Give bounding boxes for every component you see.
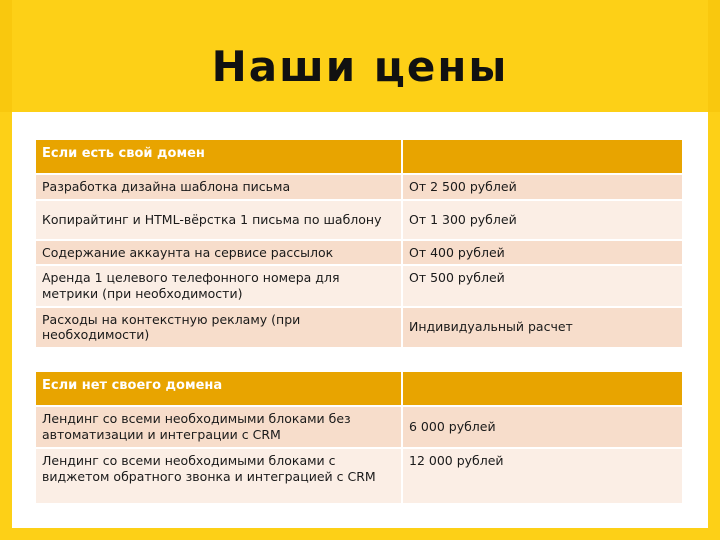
right-border xyxy=(708,112,720,540)
service-cell: Расходы на контекстную рекламу (при необходимости) xyxy=(36,307,402,348)
left-border xyxy=(0,112,12,540)
header-band xyxy=(0,0,720,112)
table-row xyxy=(36,406,682,448)
price-cell: Индивидуальный расчет xyxy=(402,307,682,348)
price-cell: От 2 500 рублей xyxy=(402,174,682,200)
price-cell: От 1 300 рублей xyxy=(402,200,682,240)
table-row xyxy=(36,307,682,348)
own-domain-table xyxy=(36,140,682,349)
price-cell: 6 000 рублей xyxy=(402,406,682,448)
service-cell: Копирайтинг и HTML-вёрстка 1 письма по шаблону xyxy=(36,200,402,240)
table-row xyxy=(36,448,682,504)
header-inner xyxy=(12,0,708,112)
service-cell: Лендинг со всеми необходимыми блоками с виджетом обратного звонка и интеграцией с CRM xyxy=(36,448,402,504)
service-cell: Лендинг со всеми необходимыми блоками без автоматизации и интеграции с CRM xyxy=(36,406,402,448)
price-cell: От 400 рублей xyxy=(402,240,682,266)
table-header-cell: Если нет своего домена xyxy=(36,372,402,406)
table-header-row xyxy=(36,372,682,406)
table-row xyxy=(36,200,682,240)
page-title: Наши цены xyxy=(211,41,509,91)
price-cell: 12 000 рублей xyxy=(402,448,682,504)
bottom-border xyxy=(0,528,720,540)
service-cell: Содержание аккаунта на сервисе рассылок xyxy=(36,240,402,266)
table-header-empty-cell xyxy=(402,140,682,174)
price-cell: От 500 рублей xyxy=(402,265,682,306)
table-header-empty-cell xyxy=(402,372,682,406)
service-cell: Разработка дизайна шаблона письма xyxy=(36,174,402,200)
table-header-row xyxy=(36,140,682,174)
service-cell: Аренда 1 целевого телефонного номера для метрики (при необходимости) xyxy=(36,265,402,306)
table-row xyxy=(36,265,682,306)
table-row xyxy=(36,240,682,266)
table-header-cell: Если есть свой домен xyxy=(36,140,402,174)
table-row xyxy=(36,174,682,200)
no-domain-table xyxy=(36,372,682,505)
